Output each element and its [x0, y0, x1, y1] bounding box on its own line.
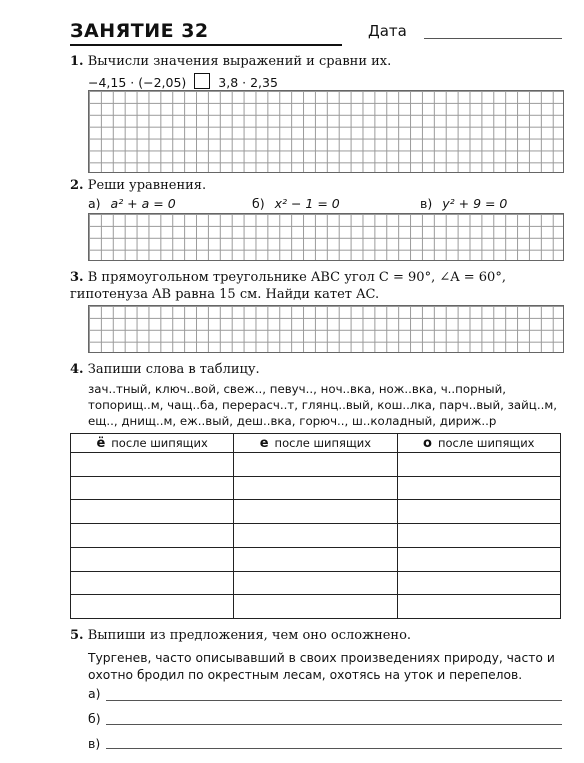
col1-text: после шипящих	[111, 435, 208, 450]
task1-grid[interactable]	[88, 90, 564, 173]
task4-text: Запиши слова в таблицу.	[87, 362, 260, 377]
equation-c-text: y² + 9 = 0	[442, 196, 508, 211]
equation-a	[88, 196, 176, 211]
table-row	[71, 524, 561, 548]
equation-c-label: в)	[420, 196, 433, 211]
col-header-e	[234, 434, 397, 453]
table-cell[interactable]	[234, 547, 397, 571]
answer-line-a[interactable]	[106, 700, 562, 701]
task2-number: 2.	[70, 178, 84, 193]
task4-statement	[70, 362, 260, 377]
table-cell[interactable]	[234, 476, 397, 500]
table-cell[interactable]	[397, 547, 560, 571]
table-cell[interactable]	[397, 476, 560, 500]
page-title: ЗАНЯТИЕ 32	[70, 20, 209, 42]
task1-left-expression: −4,15 · (−2,05)	[88, 75, 187, 90]
equation-b-label: б)	[252, 196, 265, 211]
task1-statement	[70, 54, 391, 69]
table-cell[interactable]	[234, 500, 397, 524]
task1-number: 1.	[70, 54, 84, 69]
equation-a-label: а)	[88, 196, 101, 211]
table-cell[interactable]	[234, 571, 397, 595]
task2-text: Реши уравнения.	[87, 178, 207, 193]
answer-label-a: а)	[88, 686, 101, 701]
col1-letter: ё	[96, 435, 106, 451]
task1-right-expression: 3,8 · 2,35	[218, 75, 278, 90]
task2-grid[interactable]	[88, 213, 564, 261]
date-label: Дата	[368, 22, 407, 40]
task4-words-line1: зач..тный, ключ..вой, свеж.., певуч.., ноч..вка, нож..вка, ч..порный,	[88, 382, 507, 396]
task3-line2: гипотенуза AB равна 15 см. Найди катет AC.	[70, 287, 380, 302]
table-cell[interactable]	[71, 524, 234, 548]
task4-words-line2: топорищ..м, чащ..ба, перерасч..т, глянц..вый, кош..лка, парч..вый, зайц..м,	[88, 398, 557, 412]
answer-line-c[interactable]	[106, 748, 562, 749]
col3-letter: о	[423, 435, 432, 451]
task4-number: 4.	[70, 362, 84, 377]
date-field[interactable]	[424, 38, 562, 39]
table-row	[71, 453, 561, 477]
task3-line1: В прямоугольном треугольнике ABC угол C = 90°, ∠A = 60°,	[87, 270, 506, 285]
answer-label-c: в)	[88, 736, 101, 751]
task2-statement	[70, 178, 206, 193]
col-header-yo	[71, 434, 234, 453]
task5-text: Выпиши из предложения, чем оно осложнено.	[87, 628, 412, 643]
equation-b-text: x² − 1 = 0	[274, 196, 340, 211]
col-header-o	[397, 434, 560, 453]
table-row	[71, 595, 561, 619]
equation-a-text: a² + a = 0	[110, 196, 176, 211]
answer-line-b[interactable]	[106, 724, 562, 725]
task5-number: 5.	[70, 628, 84, 643]
task4-table	[70, 433, 561, 619]
table-cell[interactable]	[71, 453, 234, 477]
table-cell[interactable]	[71, 500, 234, 524]
task5-sentence-line1: Тургенев, часто описывавший в своих произведениях природу, часто и	[88, 651, 555, 665]
task3-grid[interactable]	[88, 305, 564, 353]
col3-text: после шипящих	[437, 435, 535, 450]
task3-number: 3.	[70, 270, 84, 285]
table-cell[interactable]	[71, 476, 234, 500]
table-cell[interactable]	[71, 571, 234, 595]
task3-statement	[70, 270, 506, 285]
table-row	[71, 500, 561, 524]
table-cell[interactable]	[397, 571, 560, 595]
equation-c	[420, 196, 507, 211]
task4-words-line3: ещ.., днищ..м, еж..вый, деш..вка, горюч.., ш..коладный, дириж..р	[88, 414, 497, 428]
table-cell[interactable]	[234, 524, 397, 548]
table-cell[interactable]	[234, 453, 397, 477]
table-cell[interactable]	[397, 500, 560, 524]
answer-label-b: б)	[88, 711, 101, 726]
table-cell[interactable]	[397, 595, 560, 619]
table-cell[interactable]	[397, 524, 560, 548]
comparison-box[interactable]	[194, 73, 210, 89]
task1-expressions	[88, 73, 278, 90]
table-cell[interactable]	[71, 547, 234, 571]
equation-b	[252, 196, 340, 211]
task5-sentence-line2: охотно бродил по окрестным лесам, охотясь на уток и перепелов.	[88, 668, 523, 682]
col2-letter: е	[259, 435, 269, 451]
table-header-row	[71, 434, 561, 453]
col2-text: после шипящих	[274, 435, 372, 450]
table-cell[interactable]	[234, 595, 397, 619]
table-row	[71, 476, 561, 500]
title-underline	[70, 44, 342, 46]
table-row	[71, 571, 561, 595]
task5-statement	[70, 628, 411, 643]
table-row	[71, 547, 561, 571]
task1-text: Вычисли значения выражений и сравни их.	[87, 54, 392, 69]
table-cell[interactable]	[397, 453, 560, 477]
table-cell[interactable]	[71, 595, 234, 619]
